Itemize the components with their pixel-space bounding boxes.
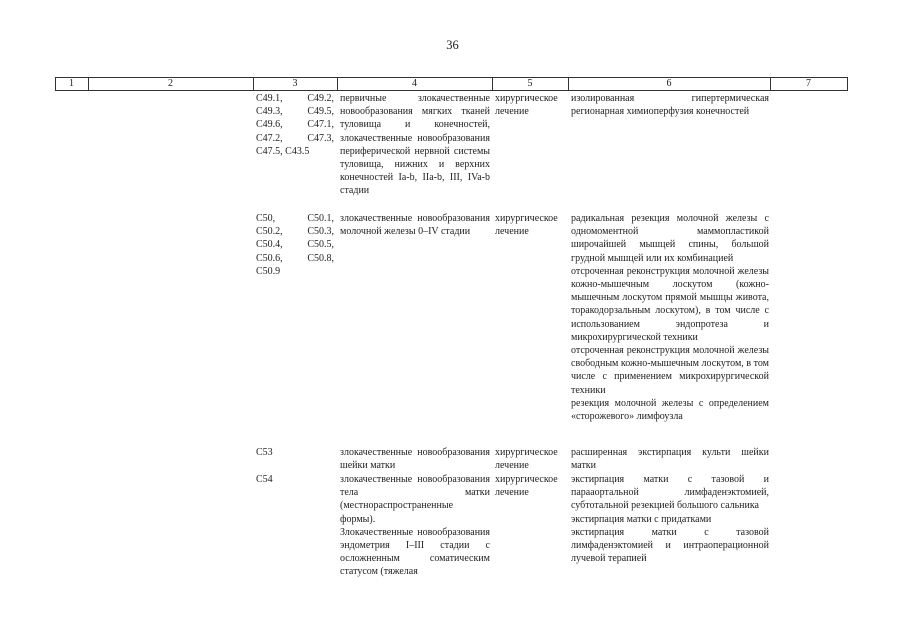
diagnosis-block — [340, 473, 490, 579]
method-text: изолированная гипертермическая регионарная химиоперфузия конечностей — [571, 93, 769, 118]
treatment-type: хирургическое лечение — [495, 447, 558, 472]
icd-code: C50.1, — [307, 213, 334, 224]
col-divider — [847, 78, 848, 90]
method-text: резекция молочной железы с определением «сторожевого» лимфоузла — [571, 397, 769, 423]
icd-code: C49.3, — [256, 106, 283, 118]
header-bottom-rule — [55, 90, 848, 91]
diagnosis-text: злокачественные новообразования молочной железы 0–IV стадии — [340, 213, 490, 238]
table-top-rule — [55, 77, 848, 78]
method-list — [571, 212, 769, 423]
icd-code: C50.9 — [256, 265, 281, 277]
diagnosis-text: злокачественные новообразования тела матки (местнораспространенные формы). — [340, 474, 490, 525]
diagnosis-text: злокачественные новообразования шейки матки — [340, 447, 490, 472]
header-col-4: 4 — [412, 78, 417, 89]
icd-code: C50.5, — [307, 239, 334, 251]
icd-code: C50.8, — [307, 252, 334, 264]
header-col-5: 5 — [527, 78, 533, 89]
method-text: расширенная экстирпация культи шейки матки — [571, 447, 769, 472]
header-col-2: 2 — [168, 78, 173, 89]
page-number: 36 — [446, 38, 459, 52]
icd-code: C47.1, — [307, 119, 334, 131]
icd-code: C47.3, — [307, 132, 334, 144]
icd-code: C50.2, — [256, 226, 283, 238]
icd-code: C47.5, C43.5 — [256, 145, 310, 157]
icd-code: C47.2, — [256, 132, 283, 144]
method-list — [571, 473, 769, 565]
treatment-type: хирургическое лечение — [495, 213, 558, 238]
diagnosis-text: первичные злокачественные новообразования мягких тканей туловища и конечностей, злокачественные новообразования периферической нервной системы туловища, нижних и верхних конечностей Ia-b, IIa-b, III, IVa-b стадии — [340, 93, 490, 197]
icd-code: C50.3, — [307, 226, 334, 238]
method-text: отсроченная реконструкция молочной железы свободным кожно-мышечным лоскутом, в том числе с применением микрохирургической техники — [571, 345, 769, 396]
header-col-7: 7 — [806, 78, 811, 89]
icd-code: C49.1, — [256, 93, 283, 104]
icd-code: C53 — [256, 447, 273, 458]
icd-codes — [256, 92, 334, 158]
method-text: экстирпация матки с тазовой лимфаденэктомией и интраоперационной лучевой терапией — [571, 526, 769, 565]
header-col-1: 1 — [69, 78, 74, 89]
diagnosis-text: Злокачественные новообразования эндометрия I–III стадии с осложненным соматическим статусом (тяжелая — [340, 526, 490, 578]
icd-code: C50.6, — [256, 252, 283, 264]
method-text: отсроченная реконструкция молочной железы кожно-мышечным лоскутом (кожно-мышечным лоскутом прямой мышцы живота, торакодорзальным лоскутом), в том числе с использованием эндопротеза и микрохирургической техники — [571, 265, 769, 343]
icd-codes — [256, 212, 334, 278]
treatment-type: хирургическое лечение — [495, 474, 558, 499]
method-text: экстирпация матки с придатками — [571, 513, 712, 525]
method-text: радикальная резекция молочной железы с одномоментной маммопластикой широчайшей мышцей спины, большой грудной мышцей или их комбинацией — [571, 213, 769, 264]
icd-code: C49.5, — [307, 106, 334, 118]
icd-code: C50, — [256, 213, 276, 224]
method-text: экстирпация матки с тазовой и парааортальной лимфаденэктомией, субтотальной резекцией большого сальника — [571, 474, 769, 512]
treatment-type: хирургическое лечение — [495, 93, 558, 118]
header-col-6: 6 — [666, 78, 672, 89]
icd-code: C54 — [256, 474, 273, 485]
header-col-3: 3 — [292, 78, 298, 89]
icd-code: C50.4, — [256, 239, 283, 251]
icd-code: C49.2, — [307, 93, 334, 104]
icd-code: C49.6, — [256, 119, 283, 131]
